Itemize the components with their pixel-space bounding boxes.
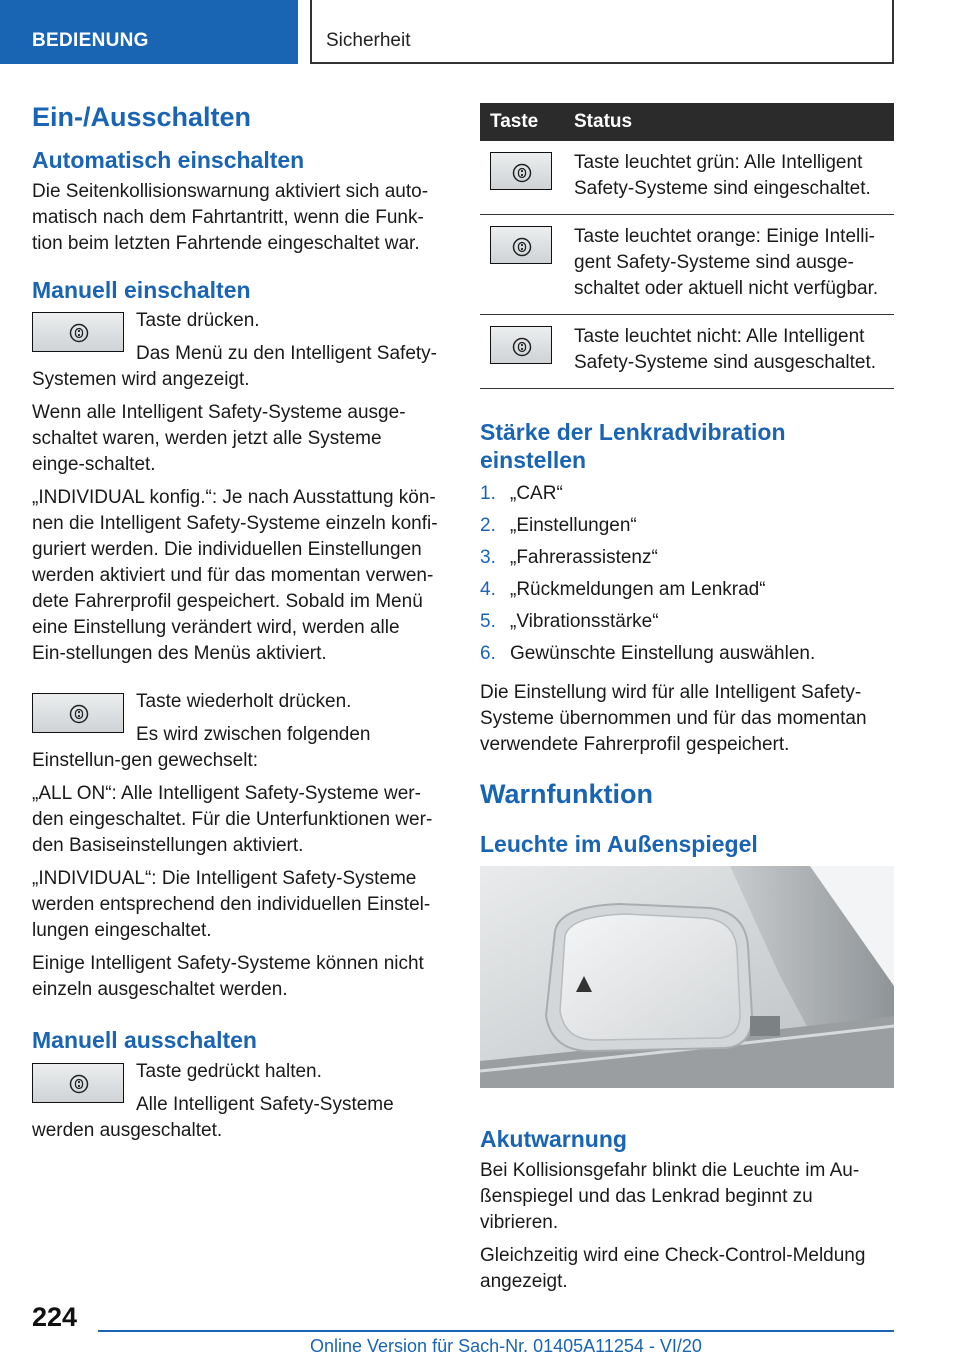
safety-button-icon — [490, 152, 552, 190]
chapter-label: Sicherheit — [326, 30, 411, 51]
safety-button-icon — [32, 1063, 124, 1103]
manual-off-key-row — [32, 1059, 438, 1151]
footer-divider — [98, 1330, 894, 1332]
section-label: BEDIENUNG — [32, 30, 149, 51]
list-item: 3. „Fahrerassistenz“ — [480, 547, 658, 569]
left-column — [32, 100, 438, 1151]
safety-button-icon — [32, 312, 124, 352]
manual-on-heading: Manuell einschalten — [32, 276, 251, 303]
repeat-key-row — [32, 689, 438, 781]
status-cell: Taste leuchtet orange: Einige Intelli-gent Safety-Systeme sind ausge-schaltet oder aktuell nicht verfügbar. — [566, 215, 894, 315]
list-item: 6. Gewünschte Einstellung auswählen. — [480, 643, 816, 665]
manual-on-key-text: Taste drücken. — [136, 310, 260, 332]
manual-on-key-text2: Das Menü zu den Intelligent Safety-Systemen wird angezeigt. — [32, 343, 438, 391]
repeat-key-text2: Es wird zwischen folgenden Einstellun-gen gewechselt: — [32, 724, 371, 772]
vibration-steps — [480, 478, 894, 670]
page-title: Ein-/Ausschalten — [32, 102, 252, 132]
table-row — [480, 315, 894, 389]
manual-on-p1: Wenn alle Intelligent Safety-Systeme ausge-schaltet waren, werden jetzt alle Systeme einge-schaltet. — [32, 402, 406, 476]
all-on-text: „ALL ON“: Alle Intelligent Safety-Systeme wer-den eingeschaltet. Für die Unterfunktionen wer-den Basiseinstellungen aktiviert. — [32, 783, 433, 857]
auto-on-heading: Automatisch einschalten — [32, 147, 305, 174]
status-table — [480, 103, 894, 389]
vibration-note: Die Einstellung wird für alle Intelligent Safety-Systeme übernommen und für das momentan verwendete Fahrerprofil gespeichert. — [480, 682, 867, 756]
mirror-heading: Leuchte im Außenspiegel — [480, 830, 758, 857]
safety-button-icon — [490, 226, 552, 264]
table-header-row — [480, 103, 894, 141]
safety-button-icon — [490, 326, 552, 364]
chapter-header — [310, 0, 894, 64]
status-cell: Taste leuchtet nicht: Alle Intelligent Safety-Systeme sind ausgeschaltet. — [566, 315, 894, 389]
acute-heading: Akutwarnung — [480, 1126, 627, 1153]
list-item: 1. „CAR“ — [480, 483, 563, 505]
manual-off-heading: Manuell ausschalten — [32, 1027, 257, 1054]
individual-text: „INDIVIDUAL“: Die Intelligent Safety-Systeme werden entsprechend den individuellen Einstel-lungen eingeschaltet. — [32, 868, 431, 942]
manual-off-key-text2: Alle Intelligent Safety-Systeme werden ausgeschaltet. — [32, 1093, 394, 1141]
manual-on-key-row — [32, 308, 438, 400]
table-row — [480, 215, 894, 315]
status-cell: Taste leuchtet grün: Alle Intelligent Safety-Systeme sind eingeschaltet. — [566, 141, 894, 215]
side-mirror-photo — [480, 866, 894, 1088]
safety-button-icon — [32, 693, 124, 733]
acute-text-2: Gleichzeitig wird eine Check-Control-Meldung angezeigt. — [480, 1244, 866, 1292]
right-column — [480, 103, 894, 1302]
vibration-heading: Stärke der Lenkradvibration einstellen — [480, 419, 786, 473]
acute-text-1: Bei Kollisionsgefahr blinkt die Leuchte im Au-ßenspiegel und das Lenkrad beginnt zu vibrieren. — [480, 1159, 860, 1233]
col-header-key: Taste — [480, 103, 566, 141]
manual-on-p2: „INDIVIDUAL konfig.“: Je nach Ausstattung kön-nen die Intelligent Safety-Systeme einzeln konfi-guriert werden. Die individuellen Einstellungen werden aktiviert und für das momentan verwen-dete Fahrerprofil gespeichert. Sobald im Menü eine Einstellung verändert wird, werden alle Ein-stellungen des Menüs aktiviert. — [32, 487, 438, 665]
some-note-text: Einige Intelligent Safety-Systeme können nicht einzeln ausgeschaltet werden. — [32, 953, 424, 1001]
repeat-key-text: Taste wiederholt drücken. — [136, 691, 352, 713]
list-item: 5. „Vibrationsstärke“ — [480, 611, 659, 633]
page-number: 224 — [32, 1302, 78, 1332]
section-tab — [0, 0, 298, 64]
warn-heading: Warnfunktion — [480, 779, 653, 810]
table-row — [480, 141, 894, 215]
footer-text: Online Version für Sach-Nr. 01405A11254 - VI/20 — [310, 1336, 702, 1356]
col-header-status: Status — [566, 103, 894, 141]
list-item: 4. „Rückmeldungen am Lenkrad“ — [480, 579, 766, 601]
auto-on-text: Die Seitenkollisionswarnung aktiviert sich auto-matisch nach dem Fahrtantritt, wenn die Funk-tion beim letzten Fahrtende eingeschaltet war. — [32, 180, 429, 254]
manual-off-key-text: Taste gedrückt halten. — [136, 1060, 322, 1082]
list-item: 2. „Einstellungen“ — [480, 515, 637, 537]
